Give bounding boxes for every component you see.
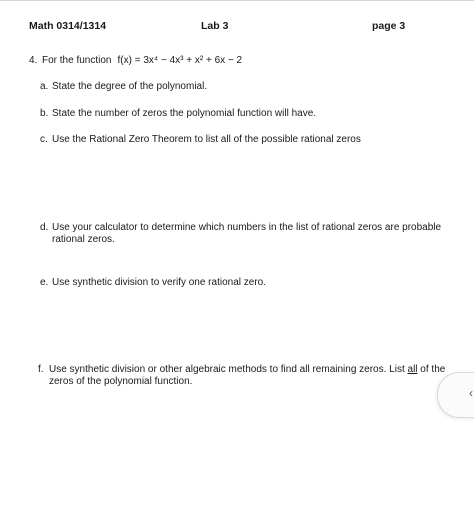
part-letter: a. [40, 81, 49, 92]
function-expression: f(x) = 3x⁴ − 4x³ + x² + 6x − 2 [117, 55, 243, 66]
problem-statement [29, 55, 242, 66]
part-f [38, 364, 462, 387]
side-panel-tab[interactable] [437, 372, 474, 418]
part-text-underlined: all [407, 364, 418, 375]
part-text-before: Use synthetic division or other algebraic methods to find all remaining zeros. List [49, 364, 408, 375]
page-number: page 3 [372, 20, 406, 32]
part-text: Use synthetic division to verify one rational zero. [52, 277, 266, 288]
part-a [40, 81, 420, 93]
part-e [40, 277, 420, 289]
part-text-after: of the zeros of the polynomial function. [49, 364, 446, 387]
part-letter: c. [40, 134, 48, 145]
part-text: State the number of zeros the polynomial function will have. [52, 108, 317, 119]
part-letter: e. [40, 277, 49, 288]
part-d [40, 222, 462, 245]
part-letter: f. [38, 364, 44, 375]
part-text: Use your calculator to determine which numbers in the list of rational zeros are probable rational zeros. [52, 222, 442, 245]
part-letter: d. [40, 222, 49, 233]
part-text: State the degree of the polynomial. [52, 81, 208, 92]
course-title: Math 0314/1314 [29, 20, 107, 32]
part-letter: b. [40, 108, 49, 119]
part-text: Use the Rational Zero Theorem to list all of the possible rational zeros [52, 134, 361, 145]
top-divider [0, 0, 474, 1]
problem-intro: For the function [42, 55, 112, 66]
part-text [49, 364, 462, 387]
lab-title: Lab 3 [201, 20, 229, 32]
part-c [40, 134, 420, 146]
problem-number: 4. [29, 55, 38, 66]
chevron-left-icon: ‹ [469, 386, 473, 400]
part-b [40, 108, 420, 120]
